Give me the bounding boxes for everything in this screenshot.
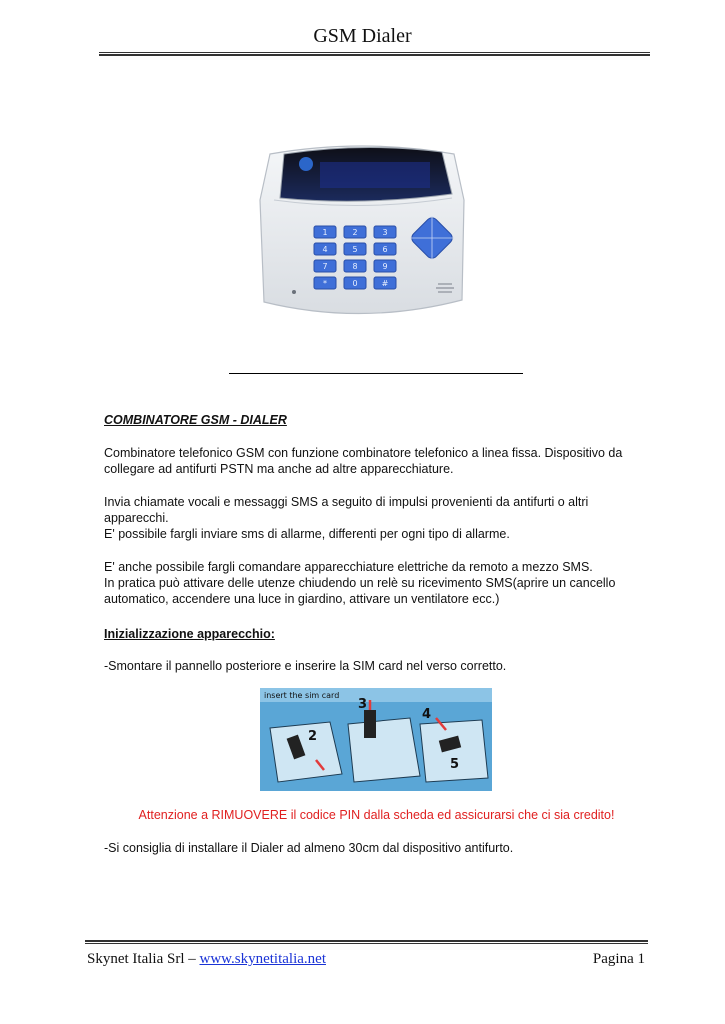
pin-warning: Attenzione a RIMUOVERE il codice PIN dalla scheda ed assicurarsi che ci sia credito! [138,808,615,822]
step-insert-sim: -Smontare il pannello posteriore e inserire la SIM card nel verso corretto. [104,659,507,673]
paragraph-remote-control [104,559,634,607]
sim-step-label: 2 [308,729,318,744]
device-key-label: 2 [352,228,358,237]
page-header-title: GSM Dialer [313,25,412,47]
text-line: apparecchi. [104,511,169,525]
device-key-label: 9 [382,262,388,271]
device-key-label: 1 [322,228,328,237]
separator-line [229,373,523,374]
device-key-label: 4 [322,245,328,254]
header-rule [99,52,650,56]
text-line: E' possibile fargli inviare sms di allarme, differenti per ogni tipo di allarme. [104,527,510,541]
paragraph-intro [104,445,634,477]
init-heading: Inizializzazione apparecchio: [104,627,275,641]
device-key-label: 6 [382,245,388,254]
page-number: Pagina 1 [592,951,645,967]
section-heading: COMBINATORE GSM - DIALER [104,413,287,427]
step-install-distance: -Si consiglia di installare il Dialer ad almeno 30cm dal dispositivo antifurto. [104,841,514,855]
sim-step-label: 5 [450,757,460,772]
sim-insertion-image [260,688,492,791]
device-key-label: 3 [382,228,388,237]
paragraph-features [104,494,634,542]
device-key-label: 7 [322,262,328,271]
footer-company [87,951,326,968]
device-key-label: 8 [352,262,358,271]
device-key-label: * [323,279,327,288]
sim-step-label: 3 [358,697,368,712]
website-link[interactable]: www.skynetitalia.net [199,951,326,967]
sim-image-caption: insert the sim card [264,691,340,700]
gsm-dialer-device-image [256,140,468,322]
text-line: Invia chiamate vocali e messaggi SMS a seguito di impulsi provenienti da antifurti o altri [104,495,589,509]
device-key-label: # [381,279,389,288]
text-line: collegare ad antifurti PSTN ma anche ad altre apparecchiature. [104,462,454,476]
footer-rule [85,940,648,944]
sim-step-label: 4 [422,707,432,722]
text-line: Combinatore telefonico GSM con funzione combinatore telefonico a linea fissa. Dispositivo da [104,446,623,460]
text-line: In pratica può attivare delle utenze chiudendo un relè su ricevimento SMS(aprire un cancello [104,576,616,590]
device-key-label: 0 [352,279,358,288]
device-key-label: 5 [352,245,358,254]
text-line: automatico, accendere una luce in giardino, attivare un ventilatore ecc.) [104,592,500,606]
company-name: Skynet Italia Srl – [87,951,200,967]
text-line: E' anche possibile fargli comandare apparecchiature elettriche da remoto a mezzo SMS. [104,560,593,574]
